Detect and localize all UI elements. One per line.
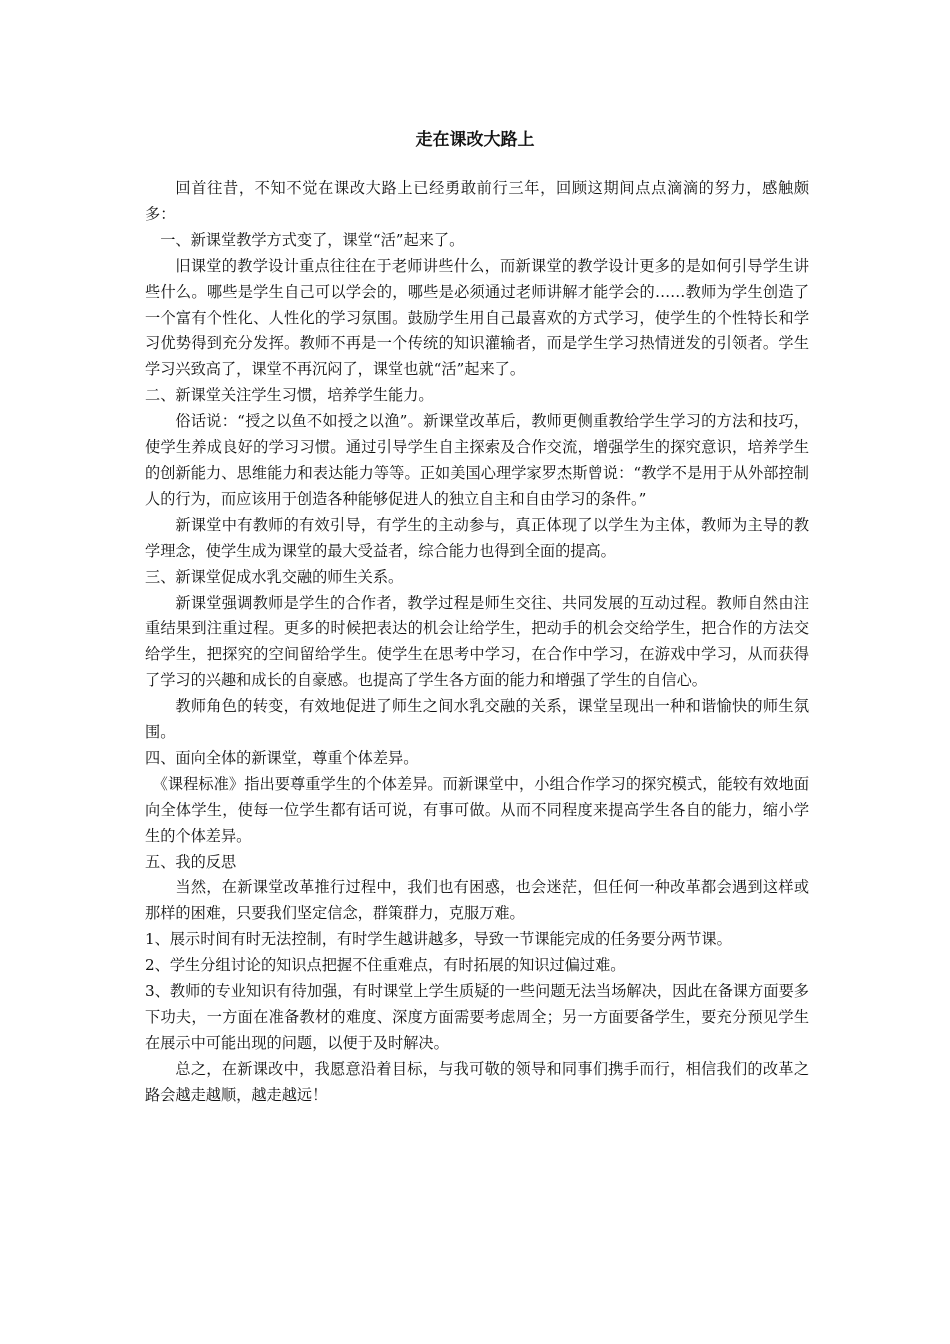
body-paragraph: 旧课堂的教学设计重点往往在于老师讲些什么，而新课堂的教学设计更多的是如何引导学生讲些什么。哪些是学生自己可以学会的，哪些是必须通过老师讲解才能学会的……教师为学生创造了一个富有个性化、人性化的学习氛围。鼓励学生用自己最喜欢的方式学习，使学生的个性特长和学习优势得到充分发挥。教师不再是一个传统的知识灌输者，而是学生学习热情迸发的引领者。学生学习兴致高了，课堂不再沉闷了，课堂也就“活”起来了。 bbox=[145, 256, 809, 379]
section-heading-4: 四、面向全体的新课堂，尊重个体差异。 bbox=[145, 748, 419, 767]
document-body bbox=[145, 176, 809, 1109]
reflection-item-2: 2、学生分组讨论的知识点把握不住重难点，有时拓展的知识过偏过难。 bbox=[145, 956, 626, 975]
body-paragraph: 新课堂强调教师是学生的合作者，教学过程是师生交往、共同发展的互动过程。教师自然由注重结果到注重过程。更多的时候把表达的机会让给学生，把动手的机会交给学生，把合作的方法交给学生，把探究的空间留给学生。使学生在思考中学习，在合作中学习，在游戏中学习，从而获得了学习的兴趣和成长的自豪感。也提高了学生各方面的能力和增强了学生的自信心。 bbox=[145, 593, 809, 690]
intro-paragraph: 回首往昔，不知不觉在课改大路上已经勇敢前行三年，回顾这期间点点滴滴的努力，感触颇多： bbox=[145, 179, 809, 223]
reflection-item-3: 3、教师的专业知识有待加强，有时课堂上学生质疑的一些问题无法当场解决，因此在备课方面要多下功夫，一方面在准备教材的难度、深度方面需要考虑周全；另一方面要备学生，要充分预见学生在展示中可能出现的问题，以便于及时解决。 bbox=[145, 982, 809, 1052]
body-paragraph: 《课程标准》指出要尊重学生的个体差异。而新课堂中，小组合作学习的探究模式，能较有效地面向全体学生，使每一位学生都有话可说，有事可做。从而不同程度来提高学生各自的能力，缩小学生的个体差异。 bbox=[145, 774, 809, 845]
body-paragraph: 当然，在新课堂改革推行过程中，我们也有困惑，也会迷茫，但任何一种改革都会遇到这样或那样的困难，只要我们坚定信念，群策群力，克服万难。 bbox=[145, 878, 809, 923]
section-heading-2: 二、新课堂关注学生习惯，培养学生能力。 bbox=[145, 386, 434, 405]
section-heading-1: 一、新课堂教学方式变了，课堂“活”起来了。 bbox=[160, 230, 465, 249]
body-paragraph: 新课堂中有教师的有效引导，有学生的主动参与，真正体现了以学生为主体，教师为主导的教学理念，使学生成为课堂的最大受益者，综合能力也得到全面的提高。 bbox=[145, 515, 809, 560]
section-heading-3: 三、新课堂促成水乳交融的师生关系。 bbox=[145, 567, 404, 586]
body-paragraph: 俗话说：“授之以鱼不如授之以渔”。新课堂改革后，教师更侧重教给学生学习的方法和技巧，使学生养成良好的学习习惯。通过引导学生自主探索及合作交流，增强学生的探究意识，培养学生的创新能力、思维能力和表达能力等等。正如美国心理学家罗杰斯曾说：“教学不是用于从外部控制人的行为，而应该用于创造各种能够促进人的独立自主和自由学习的条件。” bbox=[145, 412, 809, 508]
conclusion-paragraph: 总之，在新课改中，我愿意沿着目标，与我可敬的领导和同事们携手而行，相信我们的改革之路会越走越顺，越走越远！ bbox=[145, 1059, 809, 1104]
document-title: 走在课改大路上 bbox=[415, 130, 535, 150]
body-paragraph: 教师角色的转变，有效地促进了师生之间水乳交融的关系，课堂呈现出一种和谐愉快的师生氛围。 bbox=[145, 697, 809, 742]
section-heading-5: 五、我的反思 bbox=[145, 852, 237, 871]
reflection-item-1: 1、展示时间有时无法控制，有时学生越讲越多，导致一节课能完成的任务要分两节课。 bbox=[145, 930, 732, 949]
